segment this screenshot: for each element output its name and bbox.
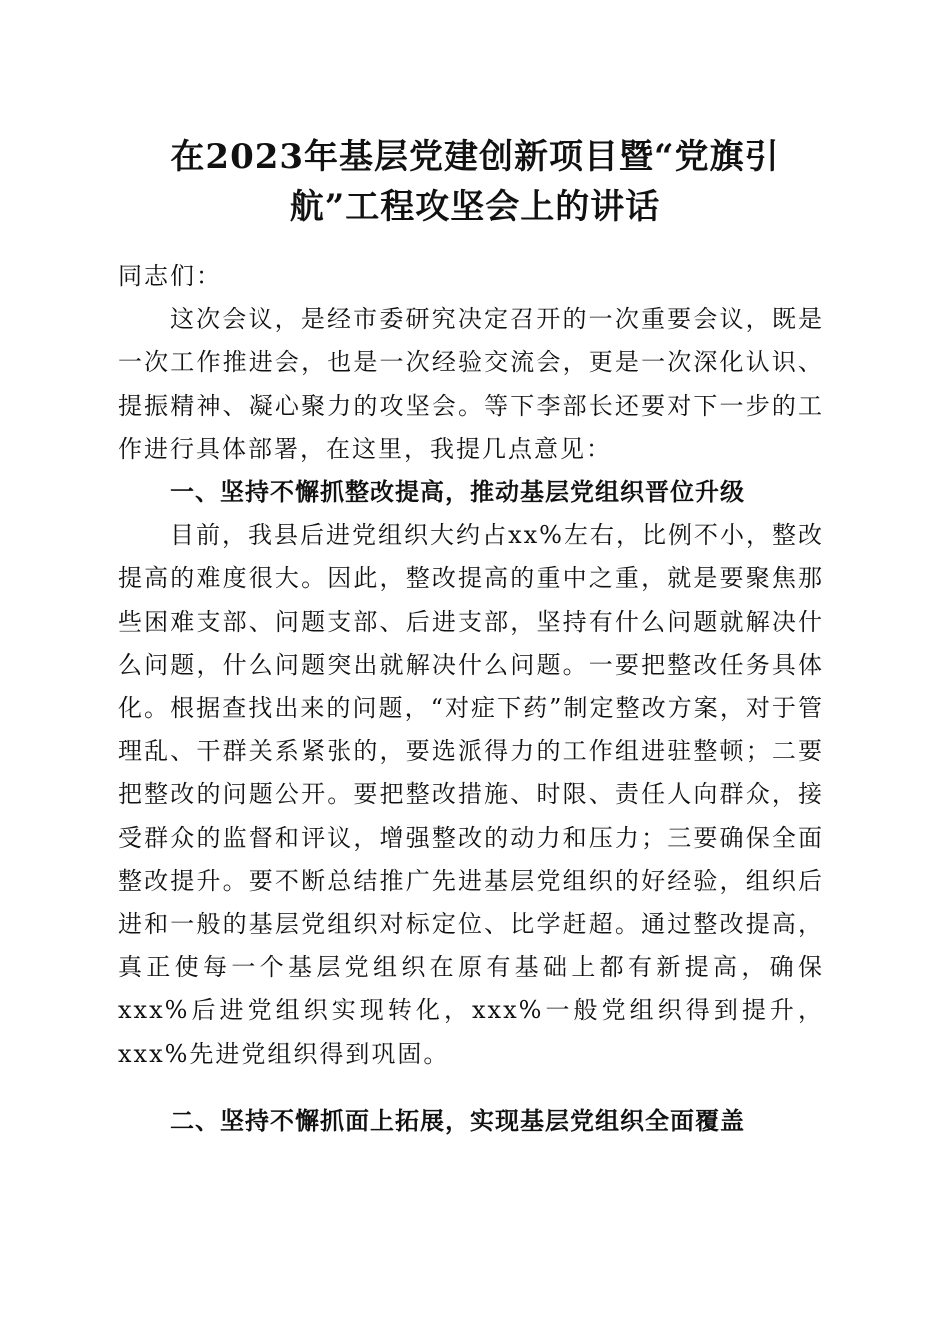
- document-title: [120, 132, 830, 232]
- section-1-heading: 一、坚持不懈抓整改提高，推动基层党组织晋位升级: [170, 478, 745, 507]
- salutation: 同志们：: [118, 262, 222, 290]
- title-line-2: 航”工程攻坚会上的讲话: [289, 187, 661, 227]
- intro-paragraph: 这次会议，是经市委研究决定召开的一次重要会议，既是一次工作推进会，也是一次经验交流会，更是一次深化认识、提振精神、凝心聚力的攻坚会。等下李部长还要对下一步的工作进行具体部署，在这里，我提几点意见：: [118, 305, 824, 463]
- document-body: [118, 255, 824, 1143]
- section-1-paragraph: 目前，我县后进党组织大约占xx%左右，比例不小，整改提高的难度很大。因此，整改提高的重中之重，就是要聚焦那些困难支部、问题支部、后进支部，坚持有什么问题就解决什么问题，什么问题突出就解决什么问题。一要把整改任务具体化。根据查找出来的问题，“对症下药”制定整改方案，对于管理乱、干群关系紧张的，要选派得力的工作组进驻整顿；二要把整改的问题公开。要把整改措施、时限、责任人向群众，接受群众的监督和评议，增强整改的动力和压力；三要确保全面整改提升。要不断总结推广先进基层党组织的好经验，组织后进和一般的基层党组织对标定位、比学赶超。通过整改提高，真正使每一个基层党组织在原有基础上都有新提高，确保xxx%后进党组织实现转化，xxx%一般党组织得到提升，xxx%先进党组织得到巩固。: [118, 521, 824, 1068]
- title-line-1: 在2023年基层党建创新项目暨“党旗引: [170, 137, 780, 177]
- paragraph-spacer: [118, 1076, 824, 1100]
- section-2-heading: 二、坚持不懈抓面上拓展，实现基层党组织全面覆盖: [170, 1106, 745, 1135]
